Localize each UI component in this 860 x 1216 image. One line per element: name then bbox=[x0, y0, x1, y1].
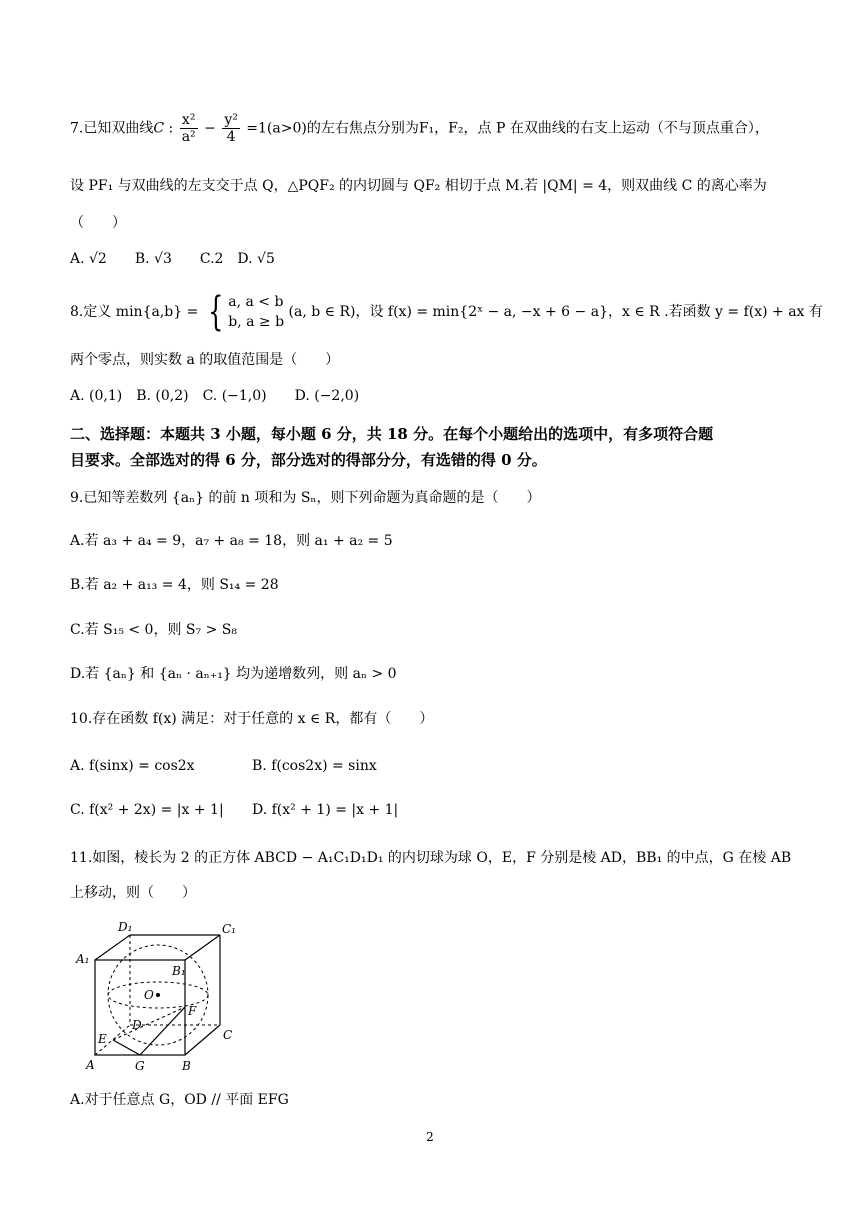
q8-line1 bbox=[70, 289, 823, 335]
q11-line1: 11.如图，棱长为 2 的正方体 ABCD − A₁C₁D₁D₁ 的内切球为球 O，E，F 分别是棱 AD，BB₁ 的中点，G 在棱 AB bbox=[70, 850, 792, 866]
segment-gf bbox=[140, 1007, 185, 1055]
label-g: G bbox=[135, 1059, 145, 1073]
q7-fraction-x bbox=[180, 112, 198, 145]
q7-line3: （ ） bbox=[70, 215, 126, 231]
q9-stem: 9.已知等差数列 {aₙ} 的前 n 项和为 Sₙ，则下列命题为真命题的是（ ） bbox=[70, 490, 541, 506]
label-b: B bbox=[182, 1059, 191, 1073]
q7-frac1-num: x² bbox=[180, 112, 198, 129]
q10-option-b: B. f(cos2x) = sinx bbox=[252, 758, 377, 774]
q7-prefix: 7.已知双曲线 bbox=[70, 120, 154, 137]
q7-frac2-num: y² bbox=[224, 112, 238, 128]
q7-curve-name: C bbox=[153, 120, 165, 137]
label-e: E bbox=[98, 1032, 107, 1046]
section2-line1: 二、选择题：本题共 3 小题，每小题 6 分，共 18 分。在每个小题给出的选项中，有多项符合题 bbox=[70, 425, 714, 443]
q8-line2: 两个零点，则实数 a 的取值范围是（ ） bbox=[70, 352, 340, 368]
cube-edge-b1c1 bbox=[185, 935, 220, 960]
q8-case2: b, a ≥ b bbox=[228, 314, 285, 330]
q8-mid: (a, b ∈ R)，设 f(x) = min{2ˣ − a, −x + 6 − a}，x ∈ R .若函数 y = f(x) + ax 有 bbox=[288, 304, 823, 320]
q10-option-d: D. f(x² + 1) = |x + 1| bbox=[252, 802, 399, 818]
q8-brace: { bbox=[207, 289, 224, 335]
q11-option-a: A.对于任意点 G，OD // 平面 EFG bbox=[70, 1092, 289, 1108]
segment-ef bbox=[113, 1007, 185, 1040]
q7-options: A. √2 B. √3 C.2 D. √5 bbox=[70, 251, 275, 267]
q8-cases bbox=[228, 292, 284, 332]
label-c: C bbox=[223, 1028, 233, 1042]
label-d: D bbox=[132, 1018, 142, 1032]
label-d1: D₁ bbox=[118, 920, 133, 934]
q10-stem: 10.存在函数 f(x) 满足：对于任意的 x ∈ R，都有（ ） bbox=[70, 711, 434, 727]
q9-option-a: A.若 a₃ + a₄ = 9，a₇ + a₈ = 18，则 a₁ + a₂ = 5 bbox=[70, 533, 393, 549]
section2-line2: 目要求。全部选对的得 6 分，部分选对的得部分分，有选错的得 0 分。 bbox=[70, 451, 547, 469]
cube-edge-a1d1 bbox=[95, 935, 130, 960]
page-number: 2 bbox=[426, 1130, 434, 1144]
q10-option-a: A. f(sinx) = cos2x bbox=[70, 758, 195, 774]
q7-fraction-y bbox=[222, 112, 240, 145]
q10-option-c: C. f(x² + 2x) = |x + 1| bbox=[70, 802, 224, 818]
q7-frac1-den: a² bbox=[181, 129, 196, 145]
q8-case1: a, a < b bbox=[228, 294, 284, 310]
cube-edge-bc bbox=[185, 1025, 220, 1055]
q8-prefix: 8.定义 min{a,b} = bbox=[70, 304, 199, 320]
label-b1: B₁ bbox=[172, 964, 186, 978]
q11-line2: 上移动，则（ ） bbox=[70, 885, 196, 901]
q7-frac2-den: 4 bbox=[226, 129, 236, 145]
segment-eg bbox=[113, 1040, 140, 1055]
label-c1: C₁ bbox=[222, 922, 236, 936]
label-f: F bbox=[188, 1004, 197, 1018]
q8-options: A. (0,1) B. (0,2) C. (−1,0) D. (−2,0) bbox=[70, 388, 360, 404]
label-a: A bbox=[86, 1058, 95, 1072]
label-o: O bbox=[144, 988, 154, 1002]
q7-eq-rest: =1(a>0)的左右焦点分别为F₁，F₂，点 P 在双曲线的右支上运动（不与顶点重合）， bbox=[246, 120, 769, 137]
q7-line1: 7.已知双曲线C : $\frac{\text{x²}}{\text{a²}}$ − $\frac{\text{y²}}{4}$ =1(a>0)的左右焦点分别为F₁，F₂，点 P 在双曲线的右支上运动（不与顶点重合）， bbox=[70, 112, 769, 145]
label-a1: A₁ bbox=[76, 952, 90, 966]
q9-option-d: D.若 {aₙ} 和 {aₙ · aₙ₊₁} 均为递增数列，则 aₙ > 0 bbox=[70, 666, 397, 682]
q9-option-b: B.若 a₂ + a₁₃ = 4，则 S₁₄ = 28 bbox=[70, 577, 279, 593]
center-point-o bbox=[156, 993, 160, 997]
cube-figure bbox=[70, 915, 240, 1075]
q9-option-c: C.若 S₁₅ < 0，则 S₇ > S₈ bbox=[70, 622, 237, 638]
q7-line2: 设 PF₁ 与双曲线的左支交于点 Q，△PQF₂ 的内切圆与 QF₂ 相切于点 M.若 |QM| = 4，则双曲线 C 的离心率为 bbox=[70, 178, 767, 194]
